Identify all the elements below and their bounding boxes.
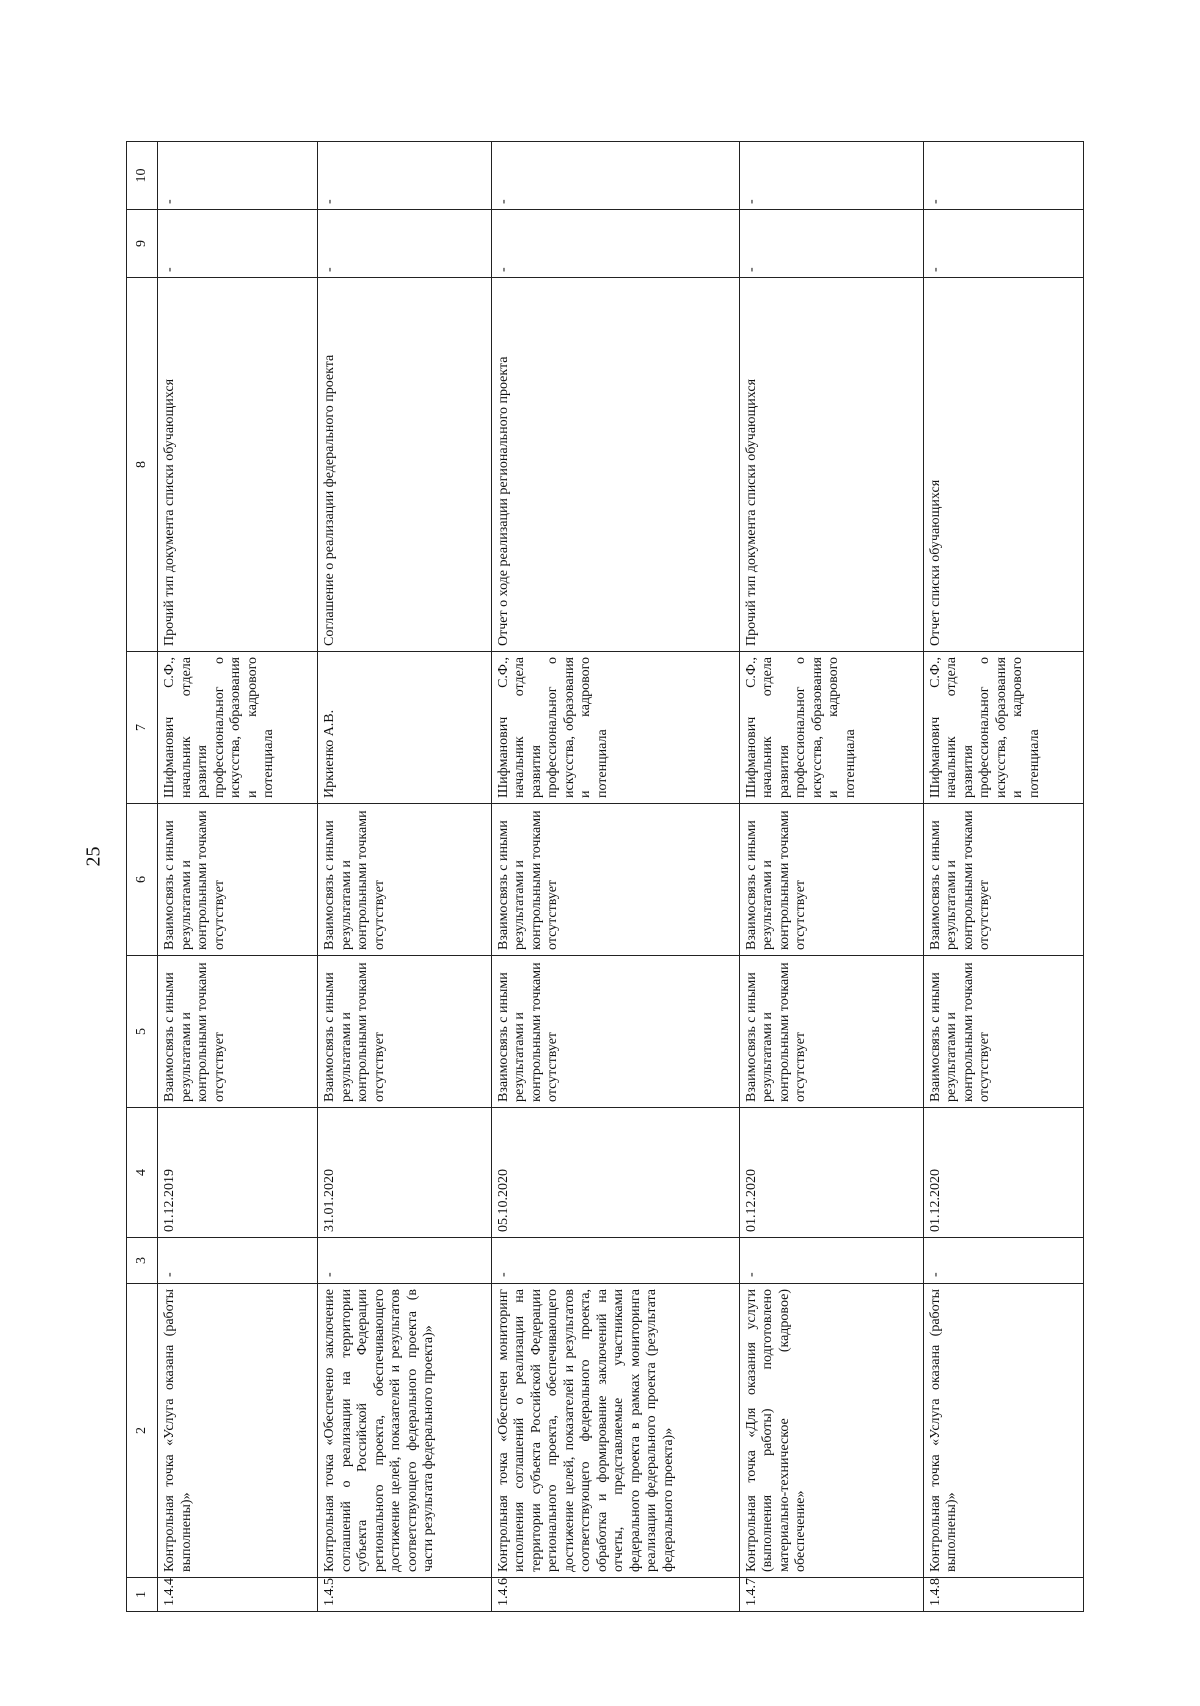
table-row	[491, 142, 739, 1612]
row-name: Контрольная точка «Обеспечено заключение соглашений о реализации на территории субъекта Российской Федерации регионального проекта, обеспечивающего достижение целей, показателей и результатов соответствующего федерального проекта (в части результата федерального проекта)»	[318, 1284, 491, 1578]
row-col6: Взаимосвязь с иными результатами и контрольными точками отсутствует	[158, 804, 318, 956]
row-col6: Взаимосвязь с иными результатами и контрольными точками отсутствует	[318, 804, 491, 956]
row-document: Соглашение о реализации федерального проекта	[318, 278, 491, 652]
header-col-4: 4	[127, 1108, 158, 1238]
row-col9: -	[158, 210, 318, 278]
row-id: 1.4.7	[739, 1578, 923, 1612]
row-col5: Взаимосвязь с иными результатами и контрольными точками отсутствует	[158, 956, 318, 1108]
row-responsible: Иркиенко А.В.	[318, 652, 491, 804]
row-col5: Взаимосвязь с иными результатами и контрольными точками отсутствует	[923, 956, 1083, 1108]
row-responsible: Шифманович С.Ф., начальник отдела развития профессиональног о искусства, образования и кадрового потенциала	[739, 652, 923, 804]
row-id: 1.4.4	[158, 1578, 318, 1612]
row-col3: -	[923, 1238, 1083, 1284]
table-row	[158, 142, 318, 1612]
row-id: 1.4.5	[318, 1578, 491, 1612]
row-col9: -	[318, 210, 491, 278]
header-col-5: 5	[127, 956, 158, 1108]
row-col10: -	[318, 142, 491, 210]
row-col5: Взаимосвязь с иными результатами и контрольными точками отсутствует	[318, 956, 491, 1108]
row-col5: Взаимосвязь с иными результатами и контрольными точками отсутствует	[739, 956, 923, 1108]
row-name: Контрольная точка «Для оказания услуги (выполнения работы) подготовлено материально-техническое (кадровое) обеспечение»	[739, 1284, 923, 1578]
row-responsible: Шифманович С.Ф., начальник отдела развития профессиональног о искусства, образования и кадрового потенциала	[491, 652, 739, 804]
row-col10: -	[158, 142, 318, 210]
row-responsible: Шифманович С.Ф., начальник отдела развития профессиональног о искусства, образования и кадрового потенциала	[923, 652, 1083, 804]
row-col9: -	[739, 210, 923, 278]
row-document: Прочий тип документа списки обучающихся	[739, 278, 923, 652]
row-col3: -	[739, 1238, 923, 1284]
row-date: 05.10.2020	[491, 1108, 739, 1238]
header-col-8: 8	[127, 278, 158, 652]
row-col9: -	[491, 210, 739, 278]
row-name: Контрольная точка «Обеспечен мониторинг исполнения соглашений о реализации на территории субъекта Российской Федерации регионального проекта, обеспечивающего достижение целей, показателей и результатов соответствующего федерального проекта, обработка и формирование заключений на отчеты, представляемые участниками федерального проекта в рамках мониторинга реализации федерального проекта (результата федерального проекта)»	[491, 1284, 739, 1578]
header-col-10: 10	[127, 142, 158, 210]
row-name: Контрольная точка «Услуга оказана (работы выполнены)»	[158, 1284, 318, 1578]
row-id: 1.4.6	[491, 1578, 739, 1612]
row-col3: -	[491, 1238, 739, 1284]
row-document: Прочий тип документа списки обучающихся	[158, 278, 318, 652]
row-col3: -	[158, 1238, 318, 1284]
header-col-3: 3	[127, 1238, 158, 1284]
row-col6: Взаимосвязь с иными результатами и контрольными точками отсутствует	[491, 804, 739, 956]
row-name: Контрольная точка «Услуга оказана (работы выполнены)»	[923, 1284, 1083, 1578]
row-col10: -	[739, 142, 923, 210]
header-col-2: 2	[127, 1284, 158, 1578]
table-row	[739, 142, 923, 1612]
row-col6: Взаимосвязь с иными результатами и контрольными точками отсутствует	[923, 804, 1083, 956]
table-row	[318, 142, 491, 1612]
row-id: 1.4.8	[923, 1578, 1083, 1612]
row-col10: -	[923, 142, 1083, 210]
header-col-9: 9	[127, 210, 158, 278]
row-responsible: Шифманович С.Ф., начальник отдела развития профессиональног о искусства, образования и кадрового потенциала	[158, 652, 318, 804]
header-col-1: 1	[127, 1578, 158, 1612]
table-row	[923, 142, 1083, 1612]
header-col-7: 7	[127, 652, 158, 804]
row-col9: -	[923, 210, 1083, 278]
row-date: 01.12.2020	[923, 1108, 1083, 1238]
control-points-table	[126, 141, 1084, 1612]
row-col10: -	[491, 142, 739, 210]
rotated-table-container	[126, 142, 1084, 1612]
row-date: 01.12.2020	[739, 1108, 923, 1238]
row-date: 01.12.2019	[158, 1108, 318, 1238]
header-col-6: 6	[127, 804, 158, 956]
row-document: Отчет списки обучающихся	[923, 278, 1083, 652]
row-date: 31.01.2020	[318, 1108, 491, 1238]
page-number: 25	[82, 846, 105, 867]
row-col3: -	[318, 1238, 491, 1284]
row-document: Отчет о ходе реализации регионального проекта	[491, 278, 739, 652]
header-row	[127, 142, 158, 1612]
row-col5: Взаимосвязь с иными результатами и контрольными точками отсутствует	[491, 956, 739, 1108]
row-col6: Взаимосвязь с иными результатами и контрольными точками отсутствует	[739, 804, 923, 956]
